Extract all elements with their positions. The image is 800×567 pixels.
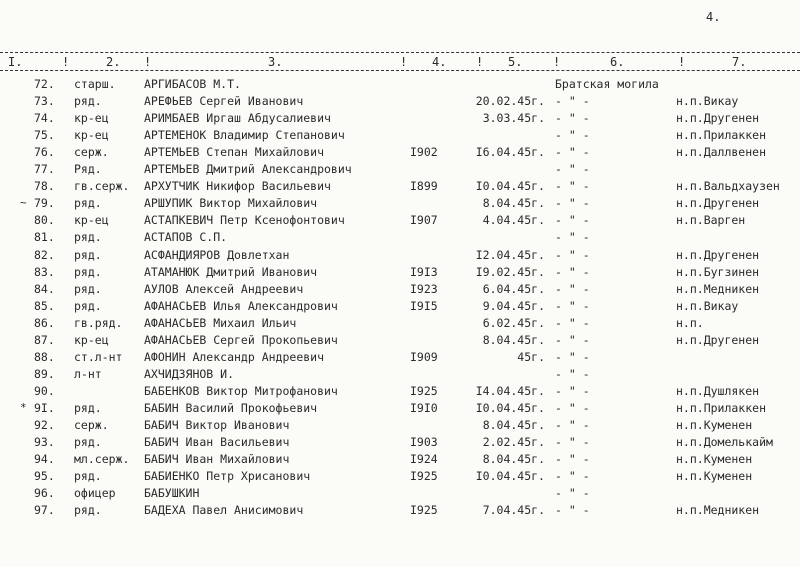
death-date: 4.04.45г. (482, 213, 545, 228)
row-number: 97. (34, 503, 55, 518)
full-name: АРЕФЬЕВ Сергей Иванович (144, 94, 304, 109)
death-date: I9.02.45г. (475, 264, 545, 279)
death-date: 45г. (517, 349, 545, 364)
death-date: 20.02.45г. (475, 94, 545, 109)
row-number: 81. (34, 230, 55, 245)
death-date: 7.04.45г. (482, 503, 545, 518)
birth-year: I925 (410, 469, 438, 484)
locality: н.п.Прилаккен (676, 400, 767, 415)
row-number: 94. (34, 452, 55, 467)
burial-place: - " - (555, 349, 590, 364)
row-number: 92. (34, 418, 55, 432)
military-rank: ряд. (74, 435, 102, 450)
military-rank: ряд. (74, 469, 102, 484)
death-date: 8.04.45г. (482, 332, 545, 347)
table-row (0, 469, 800, 485)
full-name: АРИМБАЕВ Иргаш Абдусалиевич (144, 111, 331, 126)
col-separator: ! (400, 55, 408, 69)
burial-place: - " - (555, 264, 590, 279)
birth-year: I899 (410, 179, 438, 194)
row-number: 86. (34, 315, 55, 330)
birth-year: I925 (410, 383, 438, 398)
full-name: БАДЕХА Павел Анисимович (144, 503, 304, 518)
burial-place: - " - (555, 332, 590, 347)
full-name: АРХУТЧИК Никифор Васильевич (144, 179, 331, 194)
burial-place: - " - (555, 418, 590, 432)
military-rank: кр-ец (74, 213, 109, 228)
burial-place: - " - (555, 145, 590, 160)
military-rank: гв.серж. (74, 179, 130, 194)
death-date: I6.04.45г. (475, 145, 545, 160)
full-name: АРТЕМЬЕВ Степан Михайлович (144, 145, 325, 160)
military-rank: серж. (74, 145, 109, 160)
burial-place: - " - (555, 111, 590, 126)
burial-place: - " - (555, 162, 590, 177)
table-row (0, 94, 800, 110)
col-header-7: 7. (732, 55, 747, 69)
table-row (0, 248, 800, 264)
table-row (0, 401, 800, 417)
death-date: 6.04.45г. (482, 281, 545, 296)
locality: н.п.Домелькайм (676, 435, 773, 450)
full-name: АФАНАСЬЕВ Илья Александрович (144, 298, 338, 313)
locality: н.п.Вальдхаузен (676, 179, 780, 194)
table-row (0, 230, 800, 246)
military-rank: гв.ряд. (74, 315, 123, 330)
full-name: БАБИЧ Виктор Иванович (144, 418, 290, 432)
full-name: АХЧИДЗЯНОВ И. (144, 366, 235, 381)
burial-place: - " - (555, 247, 590, 262)
birth-year: I909 (410, 349, 438, 364)
full-name: АРТЕМЬЕВ Дмитрий Александрович (144, 162, 352, 177)
death-date: I4.04.45г. (475, 383, 545, 398)
header-top-rule (0, 52, 800, 53)
burial-place: - " - (555, 452, 590, 467)
locality: н.п.Викау (676, 94, 739, 109)
military-rank: л-нт (74, 366, 102, 381)
burial-place: - " - (555, 435, 590, 450)
table-row (0, 316, 800, 332)
death-date: I0.04.45г. (475, 400, 545, 415)
table-row (0, 179, 800, 195)
col-separator: ! (144, 55, 152, 69)
locality: н.п.Душлякен (676, 383, 760, 398)
birth-year: I9I3 (410, 264, 438, 279)
burial-place: - " - (555, 179, 590, 194)
burial-place: - " - (555, 128, 590, 143)
death-date: 8.04.45г. (482, 418, 545, 432)
burial-place: - " - (555, 281, 590, 296)
margin-mark: ~ (20, 196, 27, 210)
birth-year: I9I0 (410, 400, 438, 415)
row-number: 90. (34, 383, 55, 398)
full-name: АРШУПИК Виктор Михайлович (144, 196, 318, 211)
military-rank: ряд. (74, 503, 102, 518)
row-number: 89. (34, 366, 55, 381)
col-separator: ! (476, 55, 484, 69)
full-name: АФАНАСЬЕВ Михаил Ильич (144, 315, 297, 330)
death-date: 8.04.45г. (482, 452, 545, 467)
death-date: 2.02.45г. (482, 435, 545, 450)
burial-place: - " - (555, 469, 590, 484)
col-separator: ! (62, 55, 70, 69)
burial-place: - " - (555, 298, 590, 313)
table-row (0, 384, 800, 400)
row-number: 82. (34, 247, 55, 262)
row-number: 96. (34, 486, 55, 501)
row-number: 74. (34, 111, 55, 126)
locality: н.п.Другенен (676, 111, 760, 126)
military-rank: ряд. (74, 230, 102, 245)
row-number: 78. (34, 179, 55, 194)
locality: н.п.Даллвенен (676, 145, 767, 160)
full-name: АСТАПОВ С.П. (144, 230, 228, 245)
military-rank: мл.серж. (74, 452, 130, 467)
row-number: 93. (34, 435, 55, 450)
military-rank: ряд. (74, 400, 102, 415)
death-date: I0.04.45г. (475, 179, 545, 194)
burial-place: Братская могила (555, 77, 659, 91)
table-row (0, 145, 800, 161)
birth-year: I925 (410, 503, 438, 518)
burial-place: - " - (555, 400, 590, 415)
full-name: БАБИЧ Иван Михайлович (144, 452, 290, 467)
full-name: АСТАПКЕВИЧ Петр Ксенофонтович (144, 213, 345, 228)
death-date: I2.04.45г. (475, 247, 545, 262)
military-rank: офицер (74, 486, 116, 501)
table-row (0, 350, 800, 366)
locality: н.п.Куменен (676, 452, 753, 467)
military-rank: кр-ец (74, 332, 109, 347)
full-name: АУЛОВ Алексей Андреевич (144, 281, 304, 296)
locality: н.п.Куменен (676, 469, 753, 484)
full-name: БАБИН Василий Прокофьевич (144, 400, 318, 415)
military-rank: кр-ец (74, 111, 109, 126)
full-name: БАБУШКИН (144, 486, 200, 501)
row-number: 80. (34, 213, 55, 228)
military-rank: ряд. (74, 196, 102, 211)
military-rank: ряд. (74, 298, 102, 313)
locality: н.п.Другенен (676, 332, 760, 347)
page-number: 4. (706, 10, 721, 24)
full-name: БАБЕНКОВ Виктор Митрофанович (144, 383, 338, 398)
full-name: АФАНАСЬЕВ Сергей Прокопьевич (144, 332, 338, 347)
locality: н.п.Другенен (676, 196, 760, 211)
margin-mark: * (20, 400, 27, 414)
birth-year: I924 (410, 452, 438, 467)
table-row (0, 299, 800, 315)
locality: н.п.Прилаккен (676, 128, 767, 143)
col-header-6: 6. (610, 55, 625, 69)
table-row (0, 418, 800, 434)
burial-place: - " - (555, 196, 590, 211)
birth-year: I903 (410, 435, 438, 450)
table-row (0, 486, 800, 502)
col-header-2: 2. (106, 55, 121, 69)
burial-place: - " - (555, 94, 590, 109)
col-header-4: 4. (432, 55, 447, 69)
locality: н.п.Медникен (676, 281, 760, 296)
burial-place: - " - (555, 366, 590, 381)
table-row (0, 213, 800, 229)
row-number: 77. (34, 162, 55, 177)
death-date: I0.04.45г. (475, 469, 545, 484)
burial-place: - " - (555, 486, 590, 501)
row-number: 73. (34, 94, 55, 109)
military-rank: кр-ец (74, 128, 109, 143)
full-name: АСФАНДИЯРОВ Довлетхан (144, 247, 290, 262)
death-date: 3.03.45г. (482, 111, 545, 126)
table-row (0, 282, 800, 298)
row-number: 72. (34, 77, 55, 91)
col-header-1: I. (8, 55, 23, 69)
col-separator: ! (678, 55, 686, 69)
death-date: 8.04.45г. (482, 196, 545, 211)
military-rank: Ряд. (74, 162, 102, 177)
military-rank: старш. (74, 77, 116, 91)
table-row (0, 452, 800, 468)
birth-year: I907 (410, 213, 438, 228)
table-row (0, 128, 800, 144)
burial-place: - " - (555, 503, 590, 518)
table-row (0, 265, 800, 281)
military-rank: ст.л-нт (74, 349, 123, 364)
row-number: 85. (34, 298, 55, 313)
col-header-3: 3. (268, 55, 283, 69)
table-row (0, 77, 800, 93)
burial-place: - " - (555, 213, 590, 228)
death-date: 9.04.45г. (482, 298, 545, 313)
birth-year: I902 (410, 145, 438, 160)
locality: н.п.Медникен (676, 503, 760, 518)
military-rank: ряд. (74, 94, 102, 109)
burial-place: - " - (555, 230, 590, 245)
table-row (0, 503, 800, 519)
table-row (0, 333, 800, 349)
locality: н.п.Куменен (676, 418, 753, 432)
full-name: АФОНИН Александр Андреевич (144, 349, 325, 364)
burial-place: - " - (555, 383, 590, 398)
birth-year: I923 (410, 281, 438, 296)
full-name: АТАМАНЮК Дмитрий Иванович (144, 264, 318, 279)
table-row (0, 196, 800, 212)
military-rank: ряд. (74, 247, 102, 262)
row-number: 9I. (34, 400, 55, 415)
death-date: 6.02.45г. (482, 315, 545, 330)
row-number: 88. (34, 349, 55, 364)
full-name: АРТЕМЕНОК Владимир Степанович (144, 128, 345, 143)
locality: н.п.Другенен (676, 247, 760, 262)
military-rank: серж. (74, 418, 109, 432)
row-number: 75. (34, 128, 55, 143)
row-number: 84. (34, 281, 55, 296)
row-number: 79. (34, 196, 55, 211)
row-number: 76. (34, 145, 55, 160)
row-number: 87. (34, 332, 55, 347)
table-row (0, 435, 800, 451)
military-rank: ряд. (74, 281, 102, 296)
military-rank: ряд. (74, 264, 102, 279)
birth-year: I9I5 (410, 298, 438, 313)
col-separator: ! (553, 55, 561, 69)
full-name: БАБИЕНКО Петр Хрисанович (144, 469, 311, 484)
col-header-5: 5. (508, 55, 523, 69)
locality: н.п. (676, 315, 704, 330)
locality: н.п.Варген (676, 213, 746, 228)
burial-place: - " - (555, 315, 590, 330)
table-row (0, 111, 800, 127)
table-row (0, 367, 800, 383)
full-name: АРГИБАСОВ М.Т. (144, 77, 241, 91)
row-number: 83. (34, 264, 55, 279)
row-number: 95. (34, 469, 55, 484)
table-row (0, 162, 800, 178)
locality: н.п.Бугзинен (676, 264, 760, 279)
locality: н.п.Викау (676, 298, 739, 313)
full-name: БАБИЧ Иван Васильевич (144, 435, 290, 450)
header-bottom-rule (0, 70, 800, 71)
